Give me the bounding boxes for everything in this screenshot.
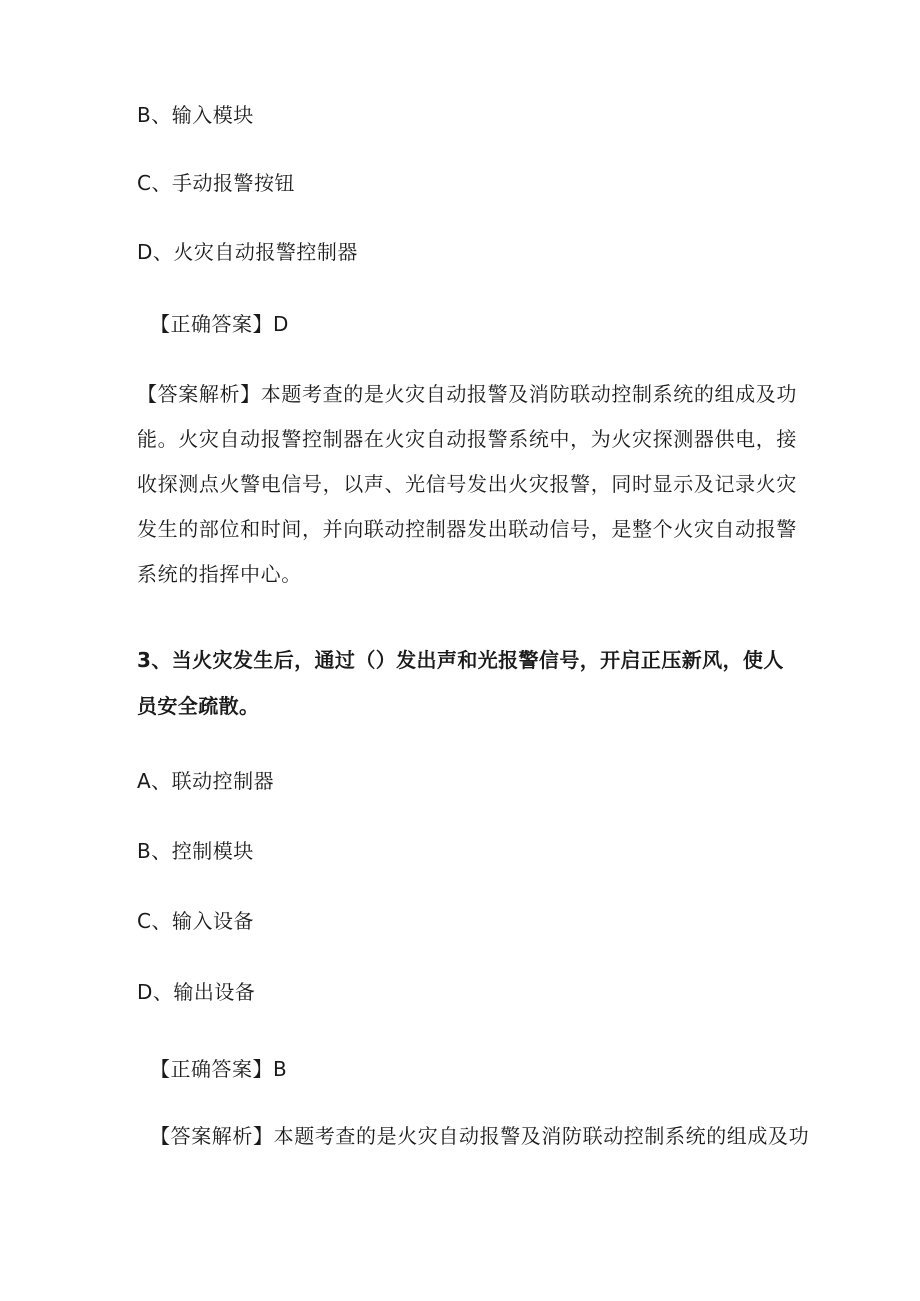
q2-explanation: 【答案解析】本题考查的是火灾自动报警及消防联动控制系统的组成及功能。火灾自动报警控制器在火灾自动报警系统中，为火灾探测器供电，接收探测点火警电信号，以声、光信号发出火灾报警，同时显示及记录火灾发生的部位和时间，并向联动控制器发出联动信号，是整个火灾自动报警系统的指挥中心。 [137,382,797,586]
q2-option-c: C、手动报警按钮 [137,171,295,195]
q2-option-b: B、输入模块 [137,103,254,127]
q2-correct-answer: 【正确答案】D [150,312,289,336]
q3-option-b: B、控制模块 [137,839,254,863]
q3-question: 3、当火灾发生后，通过（）发出声和光报警信号，开启正压新风，使人员安全疏散。 [137,648,784,718]
q3-option-d: D、输出设备 [137,980,256,1004]
q3-option-a: A、联动控制器 [137,769,275,793]
q3-explanation: 【答案解析】本题考查的是火灾自动报警及消防联动控制系统的组成及功 [150,1124,810,1148]
q2-option-d: D、火灾自动报警控制器 [137,240,358,264]
q3-correct-answer: 【正确答案】B [150,1057,288,1081]
q3-option-c: C、输入设备 [137,909,254,933]
